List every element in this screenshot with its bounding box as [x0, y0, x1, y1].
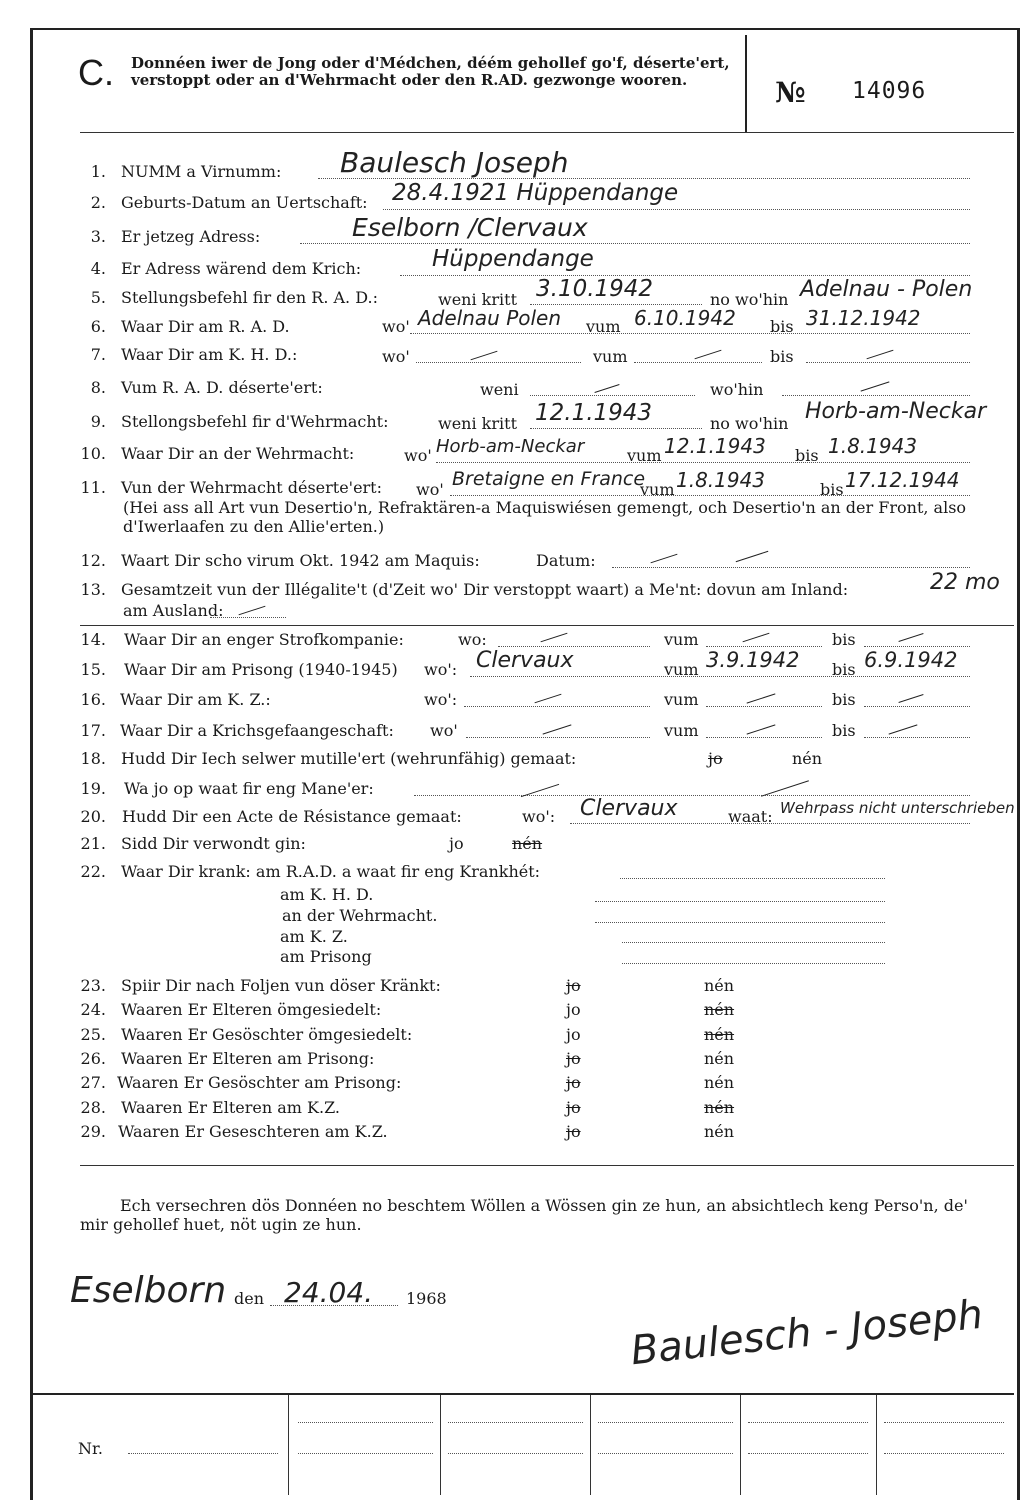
- q10-place: Horb-am-Neckar: [436, 436, 585, 457]
- q5-date-line: [530, 304, 702, 305]
- q21-jo: jo: [449, 834, 464, 853]
- q29-number: 29.: [80, 1122, 106, 1141]
- q5-number: 5.: [90, 288, 106, 307]
- q27-jo: jo: [566, 1073, 581, 1092]
- q10-number: 10.: [80, 444, 106, 463]
- q25-nen: nén: [704, 1025, 735, 1044]
- q5-place: Adelnau - Polen: [800, 277, 973, 302]
- q7-wo: wo': [382, 347, 410, 366]
- q10-to: 1.8.1943: [828, 434, 918, 458]
- q4-answer: Hüppendange: [432, 246, 594, 272]
- q22-sub-khd: am K. H. D.: [280, 885, 374, 904]
- section-letter: C.: [78, 52, 114, 93]
- number-label: №: [775, 76, 806, 109]
- q20-waat: waat:: [728, 807, 773, 826]
- q17-bis: bis: [832, 721, 856, 740]
- q22-number: 22.: [80, 862, 106, 881]
- footer-line-e2: [884, 1453, 1004, 1454]
- q14-wo-line: [498, 646, 650, 647]
- q9-weni: weni kritt: [438, 414, 517, 433]
- q11-to: 17.12.1944: [845, 468, 960, 492]
- q1-number: 1.: [90, 162, 106, 181]
- q8-weni: weni: [480, 380, 519, 399]
- q9-wohin: no wo'hin: [710, 414, 789, 433]
- q6-vum: vum: [586, 317, 621, 336]
- q21-nen: nén: [512, 834, 543, 853]
- footer-line-d2: [748, 1453, 868, 1454]
- q10-wo: wo': [404, 446, 432, 465]
- header-rule: [80, 132, 1014, 133]
- q5-wohin: no wo'hin: [710, 290, 789, 309]
- q4-label: Er Adress wärend dem Krich:: [121, 259, 362, 278]
- q5-label: Stellungsbefehl fir den R. A. D.:: [121, 288, 378, 307]
- footer-line-c1: [598, 1422, 733, 1423]
- footer-line-a1: [298, 1422, 433, 1423]
- q11-bis: bis: [820, 480, 844, 499]
- q10-from: 12.1.1943: [664, 434, 766, 458]
- q14-number: 14.: [80, 630, 106, 649]
- q12-number: 12.: [80, 551, 106, 570]
- q24-jo: jo: [566, 1000, 581, 1019]
- q14-bis-line: [864, 646, 970, 647]
- q28-number: 28.: [80, 1098, 106, 1117]
- q15-to: 6.9.1942: [864, 648, 958, 672]
- q22-line-3: [595, 922, 885, 923]
- q7-number: 7.: [90, 345, 106, 364]
- q1-label: NUMM a Virnumm:: [121, 162, 282, 181]
- q18-label: Hudd Dir Iech selwer mutille'ert (wehrunfähig) gemaat:: [121, 749, 577, 768]
- q23-nen: nén: [704, 976, 735, 995]
- q25-number: 25.: [80, 1025, 106, 1044]
- q19-line: [414, 795, 970, 796]
- q6-line: [410, 333, 970, 334]
- footer-top-rule: [30, 1393, 1014, 1395]
- q13-ausland: am Ausland:: [123, 601, 224, 620]
- section-rule-2: [80, 1165, 1014, 1166]
- q4-number: 4.: [90, 259, 106, 278]
- q13-number: 13.: [80, 580, 106, 599]
- q27-nen: nén: [704, 1073, 735, 1092]
- q22-sub-kz: am K. Z.: [280, 927, 348, 946]
- q18-nen: nén: [792, 749, 823, 768]
- q10-vum: vum: [627, 446, 662, 465]
- q14-vum-line: [706, 646, 822, 647]
- q20-wo: wo':: [522, 807, 556, 826]
- q23-jo: jo: [566, 976, 581, 995]
- q20-what: Wehrpass nicht unterschrieben: [780, 799, 1015, 817]
- q15-number: 15.: [80, 660, 106, 679]
- q26-nen: nén: [704, 1049, 735, 1068]
- q26-jo: jo: [566, 1049, 581, 1068]
- q16-wo-line: [464, 706, 650, 707]
- q15-bis: bis: [832, 660, 856, 679]
- q11-label: Vun der Wehrmacht déserte'ert:: [121, 478, 382, 497]
- q12-label: Waart Dir scho virum Okt. 1942 am Maquis:: [121, 551, 480, 570]
- footer-line-b2: [448, 1453, 583, 1454]
- q9-place: Horb-am-Neckar: [805, 399, 987, 424]
- signoff-year: 1968: [406, 1289, 447, 1308]
- q17-bis-line: [864, 737, 970, 738]
- q27-label: Waaren Er Gesöschter am Prisong:: [117, 1073, 402, 1092]
- document-number: 14096: [852, 78, 927, 104]
- footer-line-c2: [598, 1453, 733, 1454]
- footer-nr-label: Nr.: [78, 1439, 103, 1458]
- q12-datum: Datum:: [536, 551, 596, 570]
- q10-line: [436, 462, 970, 463]
- q7-bis: bis: [770, 347, 794, 366]
- q18-number: 18.: [80, 749, 106, 768]
- q14-wo: wo:: [458, 630, 487, 649]
- q6-number: 6.: [90, 317, 106, 336]
- q16-vum: vum: [664, 690, 699, 709]
- q9-date: 12.1.1943: [535, 400, 653, 426]
- q24-nen: nén: [704, 1000, 735, 1019]
- q20-place: Clervaux: [580, 796, 678, 821]
- q25-label: Waaren Er Gesöschter ömgesiedelt:: [121, 1025, 413, 1044]
- q22-line-2: [595, 901, 885, 902]
- footer-col-5: [876, 1395, 877, 1495]
- q6-wo: wo': [382, 317, 410, 336]
- q19-number: 19.: [80, 779, 106, 798]
- q7-label: Waar Dir am K. H. D.:: [121, 345, 298, 364]
- q16-bis: bis: [832, 690, 856, 709]
- q11-line: [450, 495, 970, 496]
- q9-date-line: [530, 428, 702, 429]
- q29-jo: jo: [566, 1122, 581, 1141]
- q13-ausland-line: [210, 617, 286, 618]
- q15-place: Clervaux: [476, 648, 574, 673]
- q2-label: Geburts-Datum an Uertschaft:: [121, 193, 368, 212]
- section-title: Donnéen iwer de Jong oder d'Médchen, déém gehollef go'f, déserte'ert, verstoppt oder an d'Wehrmacht oder den R.AD. gezwonge wooren.: [131, 54, 730, 89]
- q17-label: Waar Dir a Krichsgefaangeschaft:: [120, 721, 394, 740]
- q16-wo: wo':: [424, 690, 458, 709]
- q28-label: Waaren Er Elteren am K.Z.: [121, 1098, 341, 1117]
- q1-answer: Baulesch Joseph: [340, 146, 569, 179]
- q7-vum-line: [634, 362, 762, 363]
- footer-col-4: [740, 1395, 741, 1495]
- q10-label: Waar Dir an der Wehrmacht:: [121, 444, 355, 463]
- section-rule-1: [80, 625, 1014, 626]
- q6-from: 6.10.1942: [634, 306, 736, 330]
- q7-wo-line: [416, 362, 581, 363]
- q22-label: Waar Dir krank: am R.A.D. a waat fir eng Krankhét:: [121, 862, 541, 881]
- q25-jo: jo: [566, 1025, 581, 1044]
- footer-line-a2: [298, 1453, 433, 1454]
- header-divider: [745, 35, 747, 132]
- q22-line-5: [622, 963, 885, 964]
- signature: Baulesch - Joseph: [628, 1291, 985, 1375]
- signoff-place: Eselborn: [70, 1270, 227, 1311]
- q23-number: 23.: [80, 976, 106, 995]
- q6-to: 31.12.1942: [806, 306, 921, 330]
- q16-bis-line: [864, 706, 970, 707]
- q26-number: 26.: [80, 1049, 106, 1068]
- q29-nen: nén: [704, 1122, 735, 1141]
- q6-bis: bis: [770, 317, 794, 336]
- signoff-den: den: [234, 1289, 265, 1308]
- q14-vum: vum: [664, 630, 699, 649]
- footer-line-e1: [884, 1422, 1004, 1423]
- q11-from: 1.8.1943: [676, 468, 766, 492]
- q4-line: [400, 275, 970, 276]
- declaration-text: Ech versechren dös Donnéen no beschtem Wöllen a Wössen gin ze hun, an absichtlech keng Perso'n, de' mir gehollef huet, nöt ugin ze hun.: [80, 1196, 968, 1234]
- q29-label: Waaren Er Geseschteren am K.Z.: [118, 1122, 388, 1141]
- q27-number: 27.: [80, 1073, 106, 1092]
- q14-bis: bis: [832, 630, 856, 649]
- q8-wohin: wo'hin: [710, 380, 764, 399]
- q20-number: 20.: [80, 807, 106, 826]
- q22-sub-wehrmacht: an der Wehrmacht.: [282, 906, 438, 925]
- q17-wo: wo': [430, 721, 458, 740]
- footer-col-3: [590, 1395, 591, 1495]
- footer-line-d1: [748, 1422, 868, 1423]
- q8-label: Vum R. A. D. déserte'ert:: [121, 378, 323, 397]
- q6-label: Waar Dir am R. A. D.: [121, 317, 290, 336]
- q3-line: [300, 243, 970, 244]
- footer-nr-line: [128, 1453, 278, 1454]
- q17-number: 17.: [80, 721, 106, 740]
- footer-col-1: [288, 1395, 289, 1495]
- q15-from: 3.9.1942: [706, 648, 800, 672]
- q13-inland: 22 mo: [930, 570, 1000, 595]
- q8-wohin-line: [782, 395, 970, 396]
- q17-wo-line: [466, 737, 650, 738]
- q24-number: 24.: [80, 1000, 106, 1019]
- q18-jo: jo: [708, 749, 723, 768]
- q14-label: Waar Dir an enger Strofkompanie:: [124, 630, 404, 649]
- q8-weni-line: [530, 395, 695, 396]
- footer-col-2: [440, 1395, 441, 1495]
- q2-number: 2.: [90, 193, 106, 212]
- q11-wo: wo': [416, 480, 444, 499]
- q15-wo: wo':: [424, 660, 458, 679]
- q15-label: Waar Dir am Prisong (1940-1945): [124, 660, 398, 679]
- q8-number: 8.: [90, 378, 106, 397]
- q22-line-1: [620, 878, 885, 879]
- q15-vum: vum: [664, 660, 699, 679]
- q21-number: 21.: [80, 834, 106, 853]
- q2-answer: 28.4.1921 Hüppendange: [392, 180, 679, 206]
- q26-label: Waaren Er Elteren am Prisong:: [121, 1049, 375, 1068]
- q28-nen: nén: [704, 1098, 735, 1117]
- q11-place: Bretaigne en France: [452, 468, 646, 490]
- q7-vum: vum: [593, 347, 628, 366]
- signoff-date: 24.04.: [284, 1276, 374, 1309]
- q2-line: [383, 209, 970, 210]
- q11-vum: vum: [640, 480, 675, 499]
- q22-sub-prisong: am Prisong: [280, 947, 372, 966]
- q3-answer: Eselborn /Clervaux: [352, 213, 588, 242]
- q15-line: [470, 676, 970, 677]
- q19-label: Wa jo op waat fir eng Mane'er:: [124, 779, 374, 798]
- q28-jo: jo: [566, 1098, 581, 1117]
- q16-label: Waar Dir am K. Z.:: [120, 690, 271, 709]
- q12-line: [612, 567, 970, 568]
- q11-note: (Hei ass all Art vun Desertio'n, Refraktären-a Maquiswiésen gemengt, och Desertio'n an der Front, also d'Iwerlaafen zu den Allie'erten.): [123, 498, 967, 536]
- q24-label: Waaren Er Elteren ömgesiedelt:: [121, 1000, 382, 1019]
- q13-label: Gesamtzeit vun der Illégalite't (d'Zeit wo' Dir verstoppt waart) a Me'nt: dovun am Inland:: [121, 580, 849, 599]
- q22-line-4: [622, 942, 885, 943]
- q17-vum: vum: [664, 721, 699, 740]
- q9-label: Stellongsbefehl fir d'Wehrmacht:: [121, 412, 389, 431]
- q21-label: Sidd Dir verwondt gin:: [121, 834, 306, 853]
- q3-label: Er jetzeg Adress:: [121, 227, 261, 246]
- q11-number: 11.: [80, 478, 106, 497]
- q9-number: 9.: [90, 412, 106, 431]
- q16-number: 16.: [80, 690, 106, 709]
- q5-weni: weni kritt: [438, 290, 517, 309]
- q5-date: 3.10.1942: [536, 276, 654, 302]
- footer-line-b1: [448, 1422, 583, 1423]
- q3-number: 3.: [90, 227, 106, 246]
- q20-line: [570, 823, 970, 824]
- q17-vum-line: [706, 737, 822, 738]
- q10-bis: bis: [795, 446, 819, 465]
- q7-bis-line: [806, 362, 970, 363]
- q16-vum-line: [706, 706, 822, 707]
- q6-place: Adelnau Polen: [418, 306, 562, 330]
- q20-label: Hudd Dir een Acte de Résistance gemaat:: [122, 807, 462, 826]
- q23-label: Spiir Dir nach Foljen vun döser Kränkt:: [121, 976, 441, 995]
